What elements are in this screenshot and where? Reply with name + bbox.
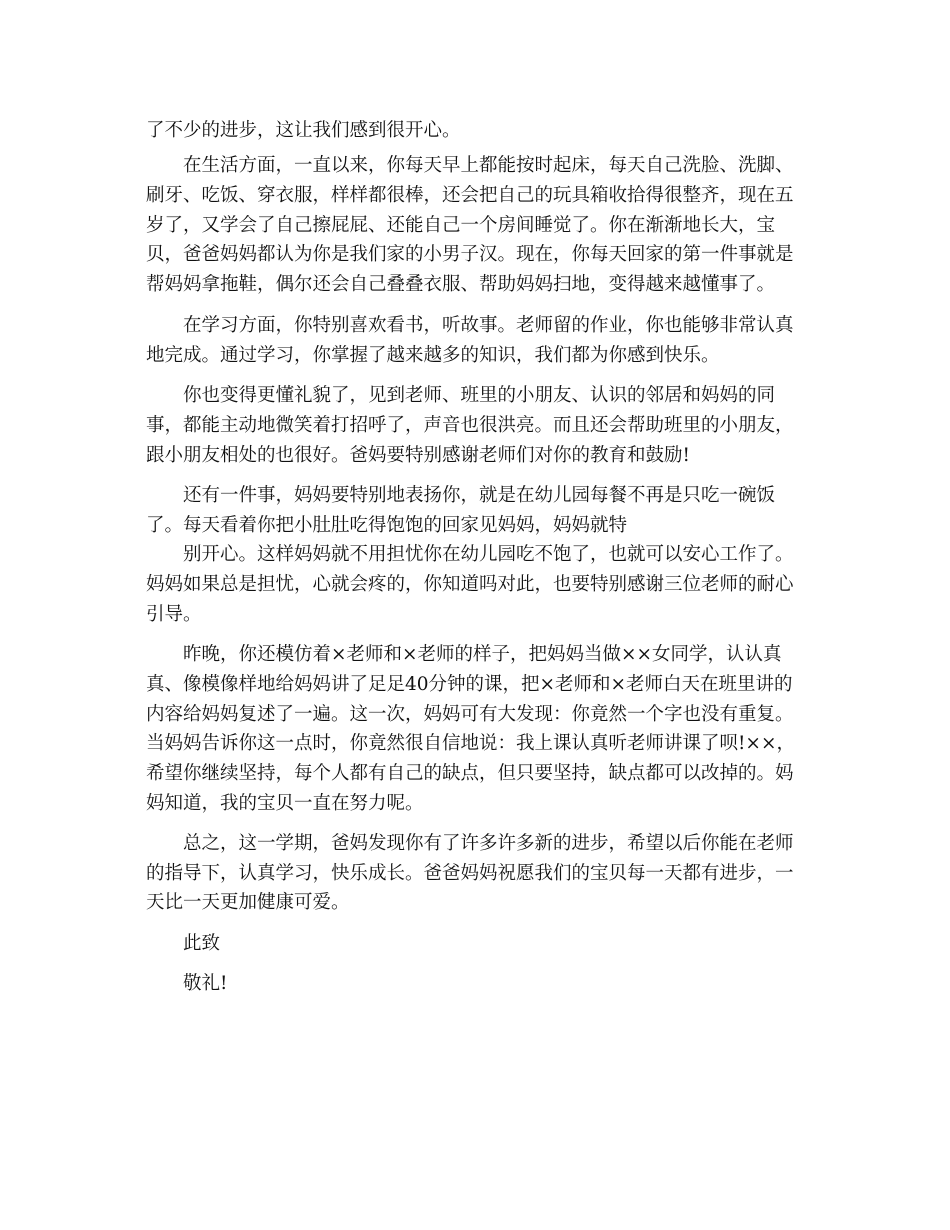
- text-line: 贝，爸爸妈妈都认为你是我们家的小男子汉。现在，你每天回家的第一件事就是: [146, 244, 794, 265]
- text-line: 在生活方面，一直以来，你每天早上都能按时起床，每天自己洗脸、洗脚、: [183, 155, 794, 176]
- text-line: 妈知道，我的宝贝一直在努力呢。: [146, 793, 424, 814]
- text-line: 昨晚，你还模仿着×老师和×老师的样子，把妈妈当做××女同学，认认真: [183, 644, 782, 665]
- text-line: 天比一天更加健康可爱。: [146, 892, 350, 913]
- text-line: 当妈妈告诉你这一点时，你竟然很自信地说：我上课认真听老师讲课了呗!××，: [146, 733, 795, 754]
- text-line: 在学习方面，你特别喜欢看书，听故事。老师留的作业，你也能够非常认真: [183, 315, 794, 336]
- text-line: 刷牙、吃饭、穿衣服，样样都很棒，还会把自己的玩具箱收拾得很整齐，现在五: [146, 185, 794, 206]
- text-line: 事，都能主动地微笑着打招呼了，声音也很洪亮。而且还会帮助班里的小朋友，: [146, 415, 794, 436]
- text-line: 了。每天看着你把小肚肚吃得饱饱的回家见妈妈，妈妈就特: [146, 515, 628, 536]
- text-line: 别开心。这样妈妈就不用担忧你在幼儿园吃不饱了，也就可以安心工作了。: [183, 544, 794, 565]
- text-line: 希望你继续坚持，每个人都有自己的缺点，但只要坚持，缺点都可以改掉的。妈: [146, 763, 794, 784]
- text-line: 还有一件事，妈妈要特别地表扬你，就是在幼儿园每餐不再是只吃一碗饭: [183, 485, 776, 506]
- text-line: 地完成。通过学习，你掌握了越来越多的知识，我们都为你感到快乐。: [146, 345, 720, 366]
- text-line: 真、像模像样地给妈妈讲了足足40分钟的课，把×老师和×老师白天在班里讲的: [146, 674, 793, 695]
- text-line: 了不少的进步，这让我们感到很开心。: [146, 120, 461, 141]
- text-line: 跟小朋友相处的也很好。爸妈要特别感谢老师们对你的教育和鼓励!: [146, 445, 690, 466]
- text-line: 的指导下，认真学习，快乐成长。爸爸妈妈祝愿我们的宝贝每一天都有进步，一: [146, 863, 794, 884]
- text-line: 总之，这一学期，爸妈发现你有了许多许多新的进步，希望以后你能在老师: [183, 833, 794, 854]
- text-line: 引导。: [146, 604, 202, 625]
- closing-line: 此致: [183, 933, 221, 954]
- text-line: 你也变得更懂礼貌了，见到老师、班里的小朋友、认识的邻居和妈妈的同: [183, 385, 776, 406]
- text-line: 妈妈如果总是担忧，心就会疼的，你知道吗对此，也要特别感谢三位老师的耐心: [146, 574, 794, 595]
- text-line: 帮妈妈拿拖鞋，偶尔还会自己叠叠衣服、帮助妈妈扫地，变得越来越懂事了。: [146, 274, 776, 295]
- text-line: 内容给妈妈复述了一遍。这一次，妈妈可有大发现：你竟然一个字也没有重复。: [146, 704, 794, 725]
- closing-line: 敬礼!: [183, 973, 228, 994]
- text-line: 岁了，又学会了自己擦屁屁、还能自己一个房间睡觉了。你在渐渐地长大，宝: [146, 215, 776, 236]
